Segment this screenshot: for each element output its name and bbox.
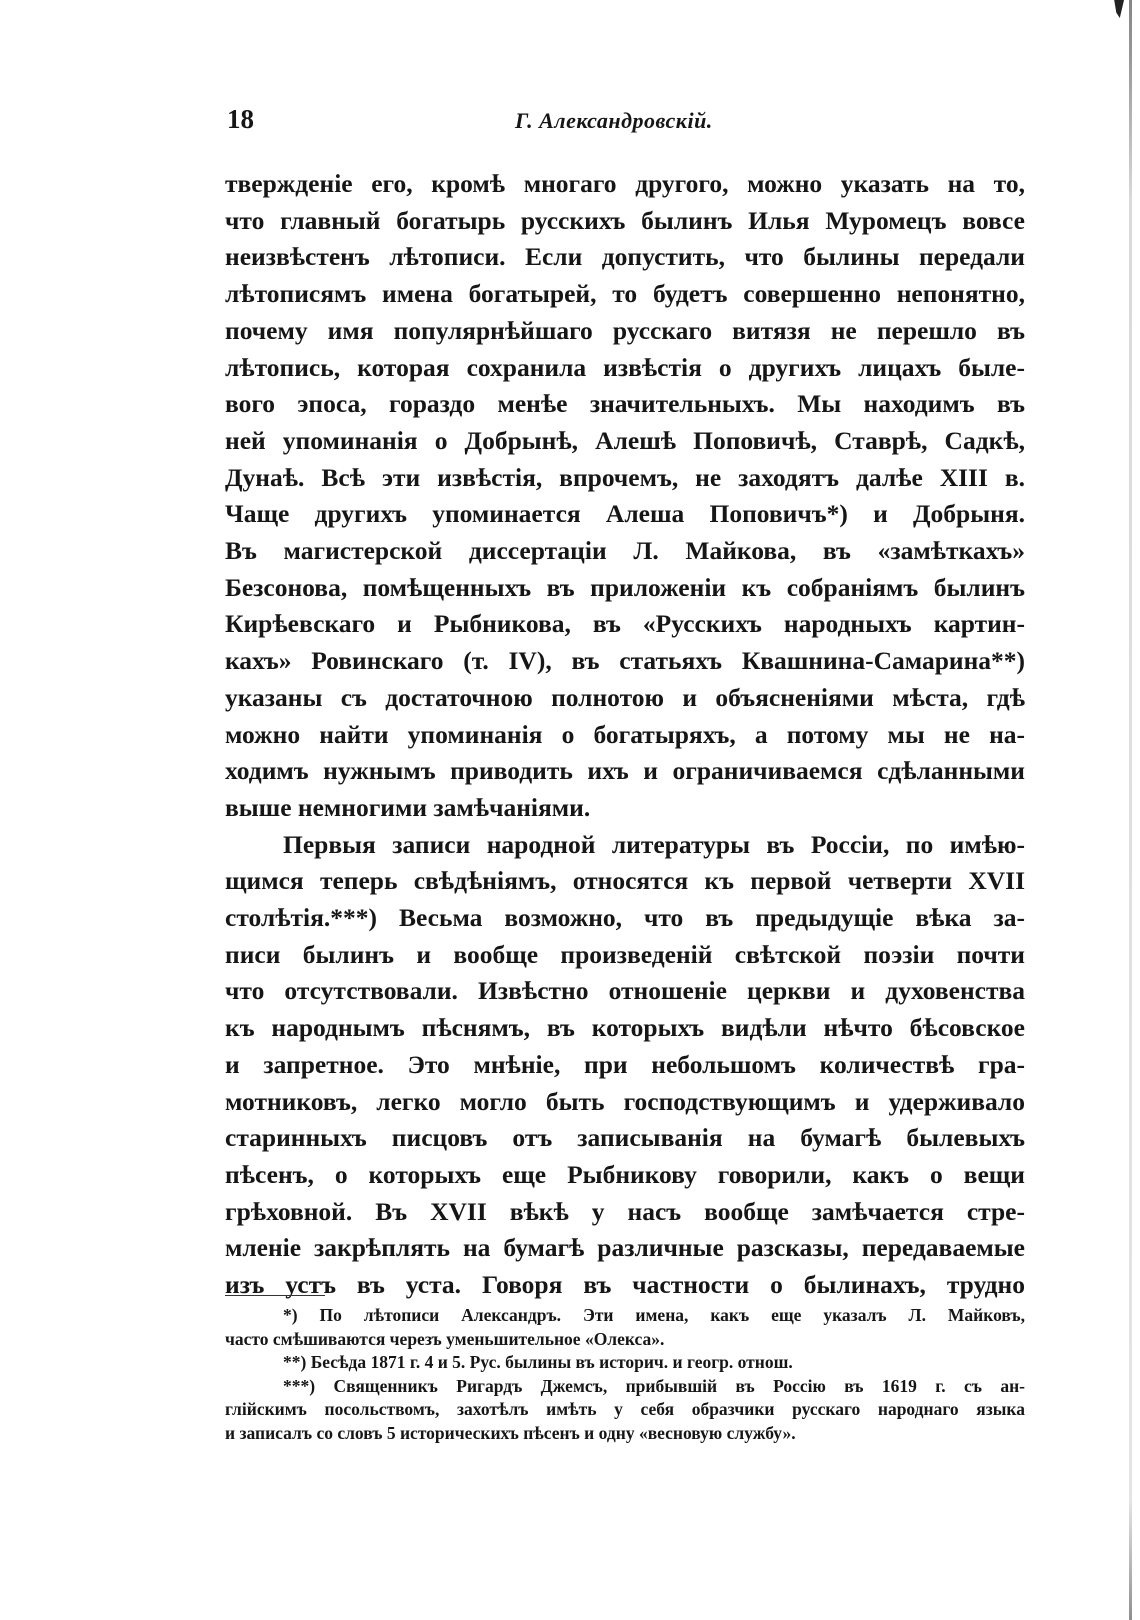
running-head: Г. Александровскій. xyxy=(515,108,713,133)
text-line: лѣтопись, которая сохранила извѣстія о другихъ лицахъ быле- xyxy=(225,352,1025,382)
text-line: что отсутствовали. Извѣстно отношеніе церкви и духовенства xyxy=(225,976,1025,1006)
text-line: Первыя записи народной литературы въ Россіи, по имѣю- xyxy=(283,829,1025,859)
text-line: ходимъ нужнымъ приводить ихъ и ограничиваемся сдѣланными xyxy=(225,756,1025,786)
text-line: мленіе закрѣплять на бумагѣ различные разсказы, передаваемые xyxy=(225,1233,1025,1263)
footnotes xyxy=(225,1304,1025,1445)
text-line: кахъ» Ровинскаго (т. IV), въ статьяхъ Квашнина-Самарина**) xyxy=(225,646,1025,676)
text-line: щимся теперь свѣдѣніямъ, относятся къ первой четверти XVII xyxy=(225,866,1025,896)
text-line: мотниковъ, легко могло быть господствующимъ и удерживало xyxy=(225,1086,1025,1116)
text-line: почему имя популярнѣйшаго русскаго витязя не перешло въ xyxy=(225,315,1025,345)
footnote-line: ***) Священникъ Ригардъ Джемсъ, прибывшій въ Россію въ 1619 г. съ ан- xyxy=(283,1375,1025,1396)
text-line: что главный богатырь русскихъ былинъ Илья Муромецъ вовсе xyxy=(225,205,1025,235)
text-line: вого эпоса, гораздо менѣе значительныхъ. Мы находимъ въ xyxy=(225,389,1025,419)
text-line: къ народнымъ пѣснямъ, въ которыхъ видѣли нѣчто бѣсовское xyxy=(225,1013,1025,1043)
text-line: и запретное. Это мнѣніе, при небольшомъ количествѣ гра- xyxy=(225,1049,1025,1079)
text-line: столѣтія.***) Весьма возможно, что въ предыдущіе вѣка за- xyxy=(225,903,1025,933)
body-text xyxy=(225,166,1025,1304)
text-line: лѣтописямъ имена богатырей, то будетъ совершенно непонятно, xyxy=(225,279,1025,309)
footnote-line: **) Бесѣда 1871 г. 4 и 5. Рус. былины въ историч. и геогр. отнош. xyxy=(283,1352,793,1372)
text-line: выше немногими замѣчаніями. xyxy=(225,792,591,822)
text-line: Дунаѣ. Всѣ эти извѣстія, впрочемъ, не заходятъ далѣе XIII в. xyxy=(225,462,1025,492)
text-line: Чаще другихъ упоминается Алеша Поповичъ*) и Добрыня. xyxy=(225,499,1025,529)
footnote-line: часто смѣшиваются черезъ уменьшительное «Олекса». xyxy=(225,1328,665,1349)
footnote-line: и записалъ со словъ 5 историческихъ пѣсенъ и одну «весновую службу». xyxy=(225,1422,796,1443)
text-line: Кирѣевскаго и Рыбникова, въ «Русскихъ народныхъ картин- xyxy=(225,609,1025,639)
footnote-line: глійскимъ посольствомъ, захотѣлъ имѣть у себя образчики русскаго народнаго языка xyxy=(225,1399,1025,1419)
text-line: неизвѣстенъ лѣтописи. Если допустить, что былины передали xyxy=(225,242,1025,272)
text-line: пѣсенъ, о которыхъ еще Рыбникову говорили, какъ о вещи xyxy=(225,1159,1025,1189)
text-line: указаны съ достаточною полнотою и объясненіями мѣста, гдѣ xyxy=(225,682,1025,712)
text-line: Безсонова, помѣщенныхъ въ приложеніи къ собраніямъ былинъ xyxy=(225,572,1025,602)
footnote-line: *) По лѣтописи Александръ. Эти имена, какъ еще указалъ Л. Майковъ, xyxy=(283,1305,1025,1325)
text-line: писи былинъ и вообще произведеній свѣтской поэзіи почти xyxy=(225,939,1025,969)
text-line: твержденіе его, кромѣ многаго другого, можно указать на то, xyxy=(225,169,1025,198)
page-header xyxy=(227,104,1027,140)
text-line: изъ устъ въ уста. Говоря въ частности о былинахъ, трудно xyxy=(225,1270,1025,1300)
page-edge-shadow xyxy=(1129,0,1132,1620)
text-line: грѣховной. Въ XVII вѣкѣ у насъ вообще замѣчается стре- xyxy=(225,1196,1025,1226)
page-number: 18 xyxy=(227,104,254,134)
text-line: ней упоминанія о Добрынѣ, Алешѣ Поповичѣ, Ставрѣ, Садкѣ, xyxy=(225,425,1025,455)
scan-corner-mark xyxy=(1110,0,1124,18)
text-line: Въ магистерской диссертаціи Л. Майкова, въ «замѣткахъ» xyxy=(225,536,1025,566)
text-line: старинныхъ писцовъ отъ записыванія на бумагѣ былевыхъ xyxy=(225,1123,1025,1153)
text-line: можно найти упоминанія о богатыряхъ, а потому мы не на- xyxy=(225,719,1025,749)
footnote-separator xyxy=(225,1295,325,1296)
